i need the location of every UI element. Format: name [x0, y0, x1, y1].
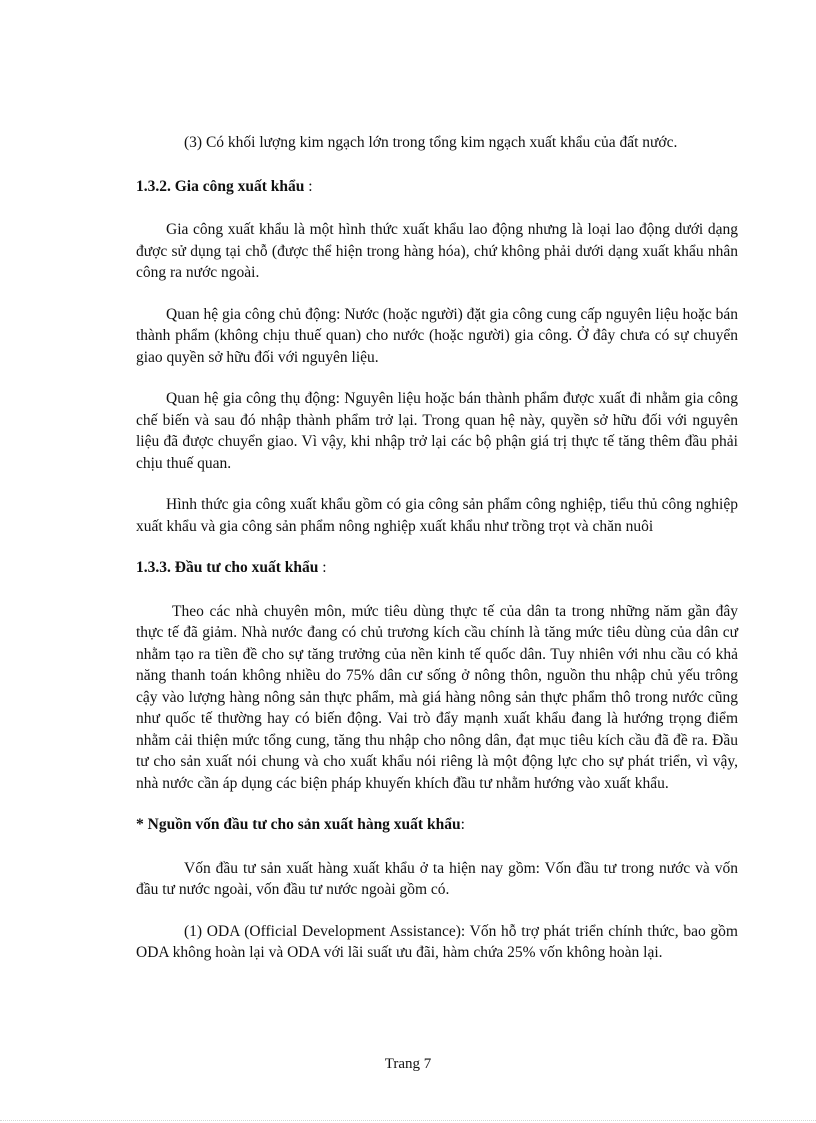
page-bottom-divider: [0, 1120, 816, 1121]
paragraph-passive-processing: Quan hệ gia công thụ động: Nguyên liệu hoặc bán thành phẩm được xuất đi nhằm gia công chế biến và sau đó nhập thành phẩm trở lại. Trong quan hệ này, quyền sở hữu đối với nguyên liệu đã được chuyển giao. Vì vậy, khi nhập trở lại các bộ phận giá trị thực tế tăng thêm đầu phải chịu thuế quan.: [136, 390, 738, 472]
section-heading-1-3-3: [136, 557, 738, 579]
section-heading-1-3-3-title: 1.3.3. Đầu tư cho xuất khẩu: [136, 559, 319, 576]
section-heading-1-3-3-colon: :: [318, 559, 327, 576]
section-heading-1-3-2: [136, 176, 738, 198]
paragraph-investment-for-export: Theo các nhà chuyên môn, mức tiêu dùng thực tế của dân ta trong những năm gần đây thực tế đã giảm. Nhà nước đang có chủ trương kích cầu chính là tăng mức tiêu dùng của dân cư nhằm tạo ra tiền đề cho sự tăng trưởng của nền kinh tế quốc dân. Tuy nhiên với nhu cầu có khả năng thanh toán không nhiều do 75% dân cư sống ở nông thôn, nguồn thu nhập chủ yếu trông cậy vào lượng hàng nông sản thực phẩm, mà giá hàng nông sản thực phẩm thô trong nước cũng như quốc tế thường hay có biến động. Vai trò đẩy mạnh xuất khẩu đang là hướng trọng điểm nhằm cải thiện mức tổng cung, tăng thu nhập cho nông dân, đạt mục tiêu kích cầu đã đề ra. Đầu tư cho sản xuất nói chung và cho xuất khẩu nói riêng là một động lực cho sự phát triển, vì vậy, nhà nước cần áp dụng các biện pháp khuyến khích đầu tư nhằm hướng vào xuất khẩu.: [136, 602, 738, 792]
section-heading-1-3-2-title: 1.3.2. Gia công xuất khẩu: [136, 177, 305, 195]
paragraph-oda: (1) ODA (Official Development Assistance): Vốn hỗ trợ phát triển chính thức, bao gồm ODA không hoàn lại và ODA với lãi suất ưu đãi, hàm chứa 25% vốn không hoàn lại.: [136, 922, 738, 961]
paragraph-processing-export-definition: Gia công xuất khẩu là một hình thức xuất khẩu lao động nhưng là loại lao động dưới dạng được sử dụng tại chỗ (được thể hiện trong hàng hóa), chứ không phải dưới dạng xuất khẩu nhân công ra nước ngoài.: [136, 221, 738, 281]
subheading-investment-sources: [136, 814, 738, 836]
subheading-investment-sources-colon: :: [460, 816, 465, 833]
paragraph-export-criteria-3: (3) Có khối lượng kim ngạch lớn trong tổng kim ngạch xuất khẩu của đất nước.: [184, 134, 678, 151]
document-body: [136, 132, 738, 964]
paragraph-active-processing: Quan hệ gia công chủ động: Nước (hoặc người) đặt gia công cung cấp nguyên liệu hoặc bán thành phẩm (không chịu thuế quan) cho nước (hoặc người) gia công. Ở đây chưa có sự chuyển giao quyền sở hữu đối với nguyên liệu.: [136, 305, 738, 366]
subheading-investment-sources-title: * Nguồn vốn đầu tư cho sản xuất hàng xuất khẩu: [136, 816, 461, 833]
page-number: Trang 7: [384, 1056, 432, 1072]
section-heading-1-3-2-colon: :: [304, 177, 313, 195]
paragraph-processing-forms: Hình thức gia công xuất khẩu gồm có gia công sản phẩm công nghiệp, tiểu thủ công nghiệp xuất khẩu và gia công sản phẩm nông nghiệp xuất khẩu như trồng trọt và chăn nuôi: [136, 496, 738, 535]
paragraph-investment-sources: Vốn đầu tư sản xuất hàng xuất khẩu ở ta hiện nay gồm: Vốn đầu tư trong nước và vốn đầu tư nước ngoài, vốn đầu tư nước ngoài gồm có.: [136, 859, 738, 898]
